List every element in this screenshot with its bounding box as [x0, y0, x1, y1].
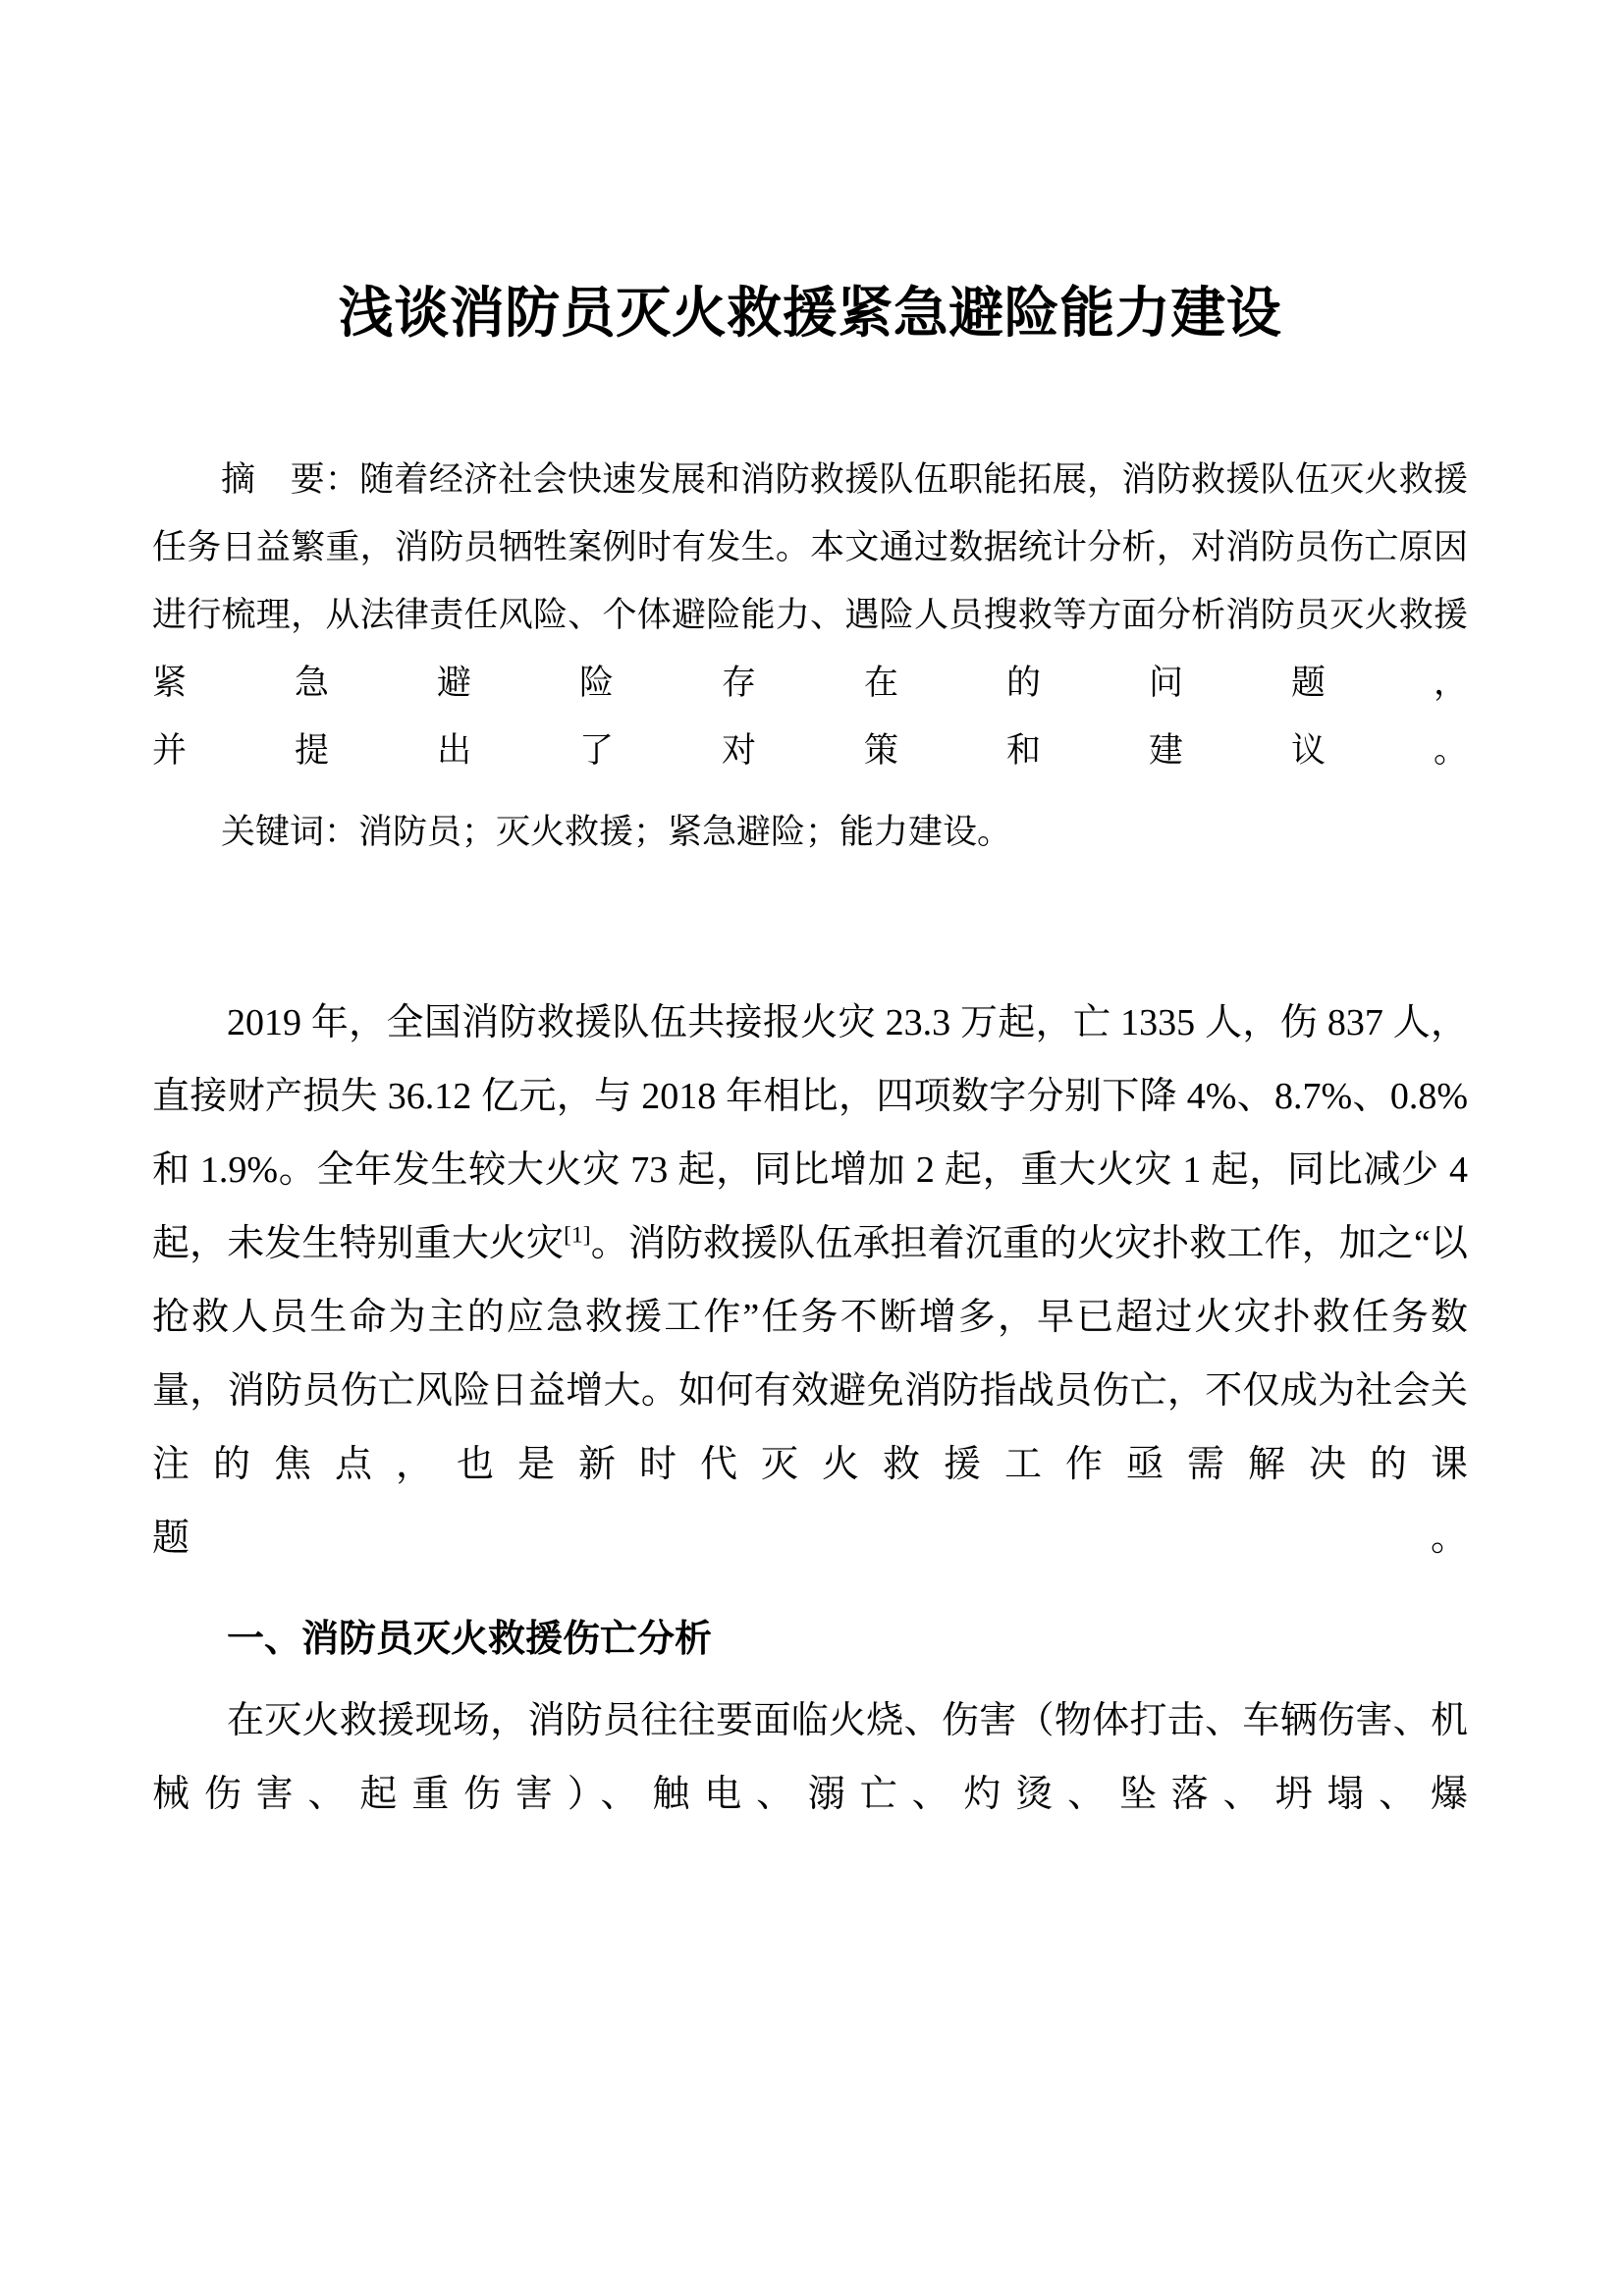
keywords-label: 关键词：	[221, 813, 359, 852]
intro-text-tail: 题。	[152, 1518, 1468, 1560]
intro-paragraph	[152, 866, 1468, 1575]
abstract-paragraph	[152, 346, 1468, 784]
abstract-body: 随着经济社会快速发展和消防救援队伍职能拓展，消防救援队伍灭火救援任务日益繁重，消防员牺牲案例时有发生。本文通过数据统计分析，对消防员伤亡原因进行梳理，从法律责任风险、个体避险能力、遇险人员搜救等方面分析消防员灭火救援紧急避险存在的问题，	[152, 460, 1468, 703]
section-1-paragraph: 在灭火救援现场，消防员往往要面临火烧、伤害（物体打击、车辆伤害、机械伤害、起重伤害）、触电、溺亡、灼烫、坠落、坍塌、爆	[152, 1700, 1468, 1816]
page-content-column	[152, 0, 1468, 1832]
abstract-label: 摘 要：	[221, 460, 360, 500]
intro-text-after-ref: 。消防救援队伍承担着沉重的火灾扑救工作，加之“以抢救人员生命为主的应急救援工作”任务不断增多，早已超过火灾扑救任务数量，消防员伤亡风险日益增大。如何有效避免消防指战员伤亡，不仅成为社会关注的焦点，也是新时代灭火救援工作亟需解决的课	[152, 1223, 1468, 1486]
keywords-line	[152, 784, 1468, 866]
section-heading-1: 一、消防员灭火救援伤亡分析	[227, 1619, 713, 1661]
keywords-value: 消防员；灭火救援；紧急避险；能力建设。	[358, 813, 1012, 852]
intro-text-before-ref: 2019 年，全国消防救援队伍共接报火灾 23.3 万起，亡 1335 人，伤 837 人，直接财产损失 36.12 亿元，与 2018 年相比，四项数字分别下降 4%、8.7%、0.8% 和 1.9%。全年发生较大火灾 73 起，同比增加 2 起，重大火灾 1 起，同比减少 4 起，未发生特别重大火灾	[152, 1002, 1468, 1265]
page-title: 浅谈消防员灭火救援紧急避险能力建设	[338, 282, 1282, 344]
abstract-body-tail: 并提出了对策和建议。	[152, 731, 1468, 771]
citation-reference-1: [1]	[564, 1222, 591, 1249]
